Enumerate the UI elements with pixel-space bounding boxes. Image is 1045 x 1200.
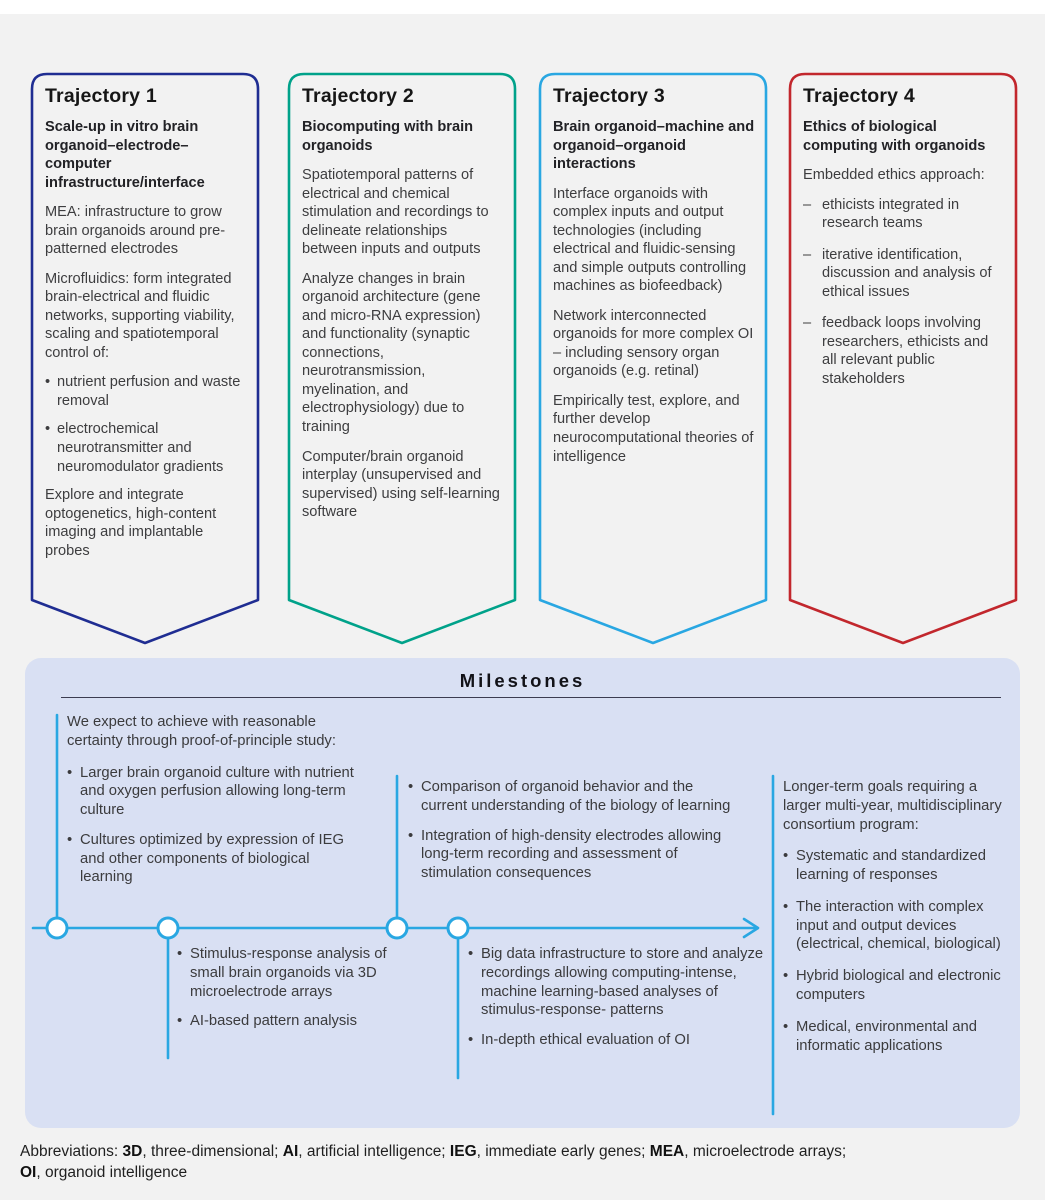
trajectory-1-paragraph: Explore and integrate optogenetics, high-content imaging and implantable probes [45,487,217,559]
milestone-bullet: • The interaction with complex input and output devices (electrical, chemical, biological) [783,898,1005,954]
milestone-block-longer-term-goals [783,778,1005,1068]
milestone-bullet: • Big data infrastructure to store and analyze recordings allowing computing-intense, machine learning-based analyses of stimulus-response- patterns [468,945,768,1020]
abbreviation-term: AI [282,1143,299,1160]
abbreviation-term: IEG [449,1143,477,1160]
abbreviation-term: 3D [122,1143,143,1160]
milestone-block-proof-of-principle [67,713,363,898]
milestone-bullet: • Comparison of organoid behavior and the current understanding of the biology of learning [408,778,738,816]
trajectory-3-subtitle: Brain organoid–machine and organoid–organoid interactions [553,119,755,173]
abbreviation-term: OI [20,1164,37,1182]
milestone-bullet: • AI-based pattern analysis [177,1012,391,1031]
timeline-node-2 [158,918,178,938]
trajectory-4-title: Trajectory 4 [803,85,915,107]
trajectory-3-title: Trajectory 3 [553,85,665,107]
abbreviations-label: Abbreviations: [20,1143,123,1160]
trajectory-4-dash-item: – feedback loops involving researchers, ethicists and all relevant public stakeholders [803,314,1005,388]
trajectory-1-title: Trajectory 1 [45,85,157,107]
trajectory-2-paragraph: Computer/brain organoid interplay (unsupervised and supervised) using self-learning software [302,448,500,521]
trajectory-3-panel [538,72,768,645]
trajectory-2-paragraph: Spatiotemporal patterns of electrical and chemical stimulation and recordings to delineate relationships between inputs and outputs [302,167,489,258]
trajectory-2-title: Trajectory 2 [302,85,414,107]
trajectory-1-paragraph: Microfluidics: form integrated brain-electrical and fluidic networks, supporting viability, scaling and spatiotemporal control of: [45,270,235,361]
milestone-bullet: • Integration of high-density electrodes allowing long-term recording and assessment of stimulation consequences [408,827,738,883]
milestone-intro: We expect to achieve with reasonable certainty through proof-of-principle study: [67,714,336,749]
milestone-bullet: • Cultures optimized by expression of IEG and other components of biological learning [67,831,363,887]
abbreviation-definition: , three-dimensional; [142,1143,283,1160]
abbreviations-footnote [20,1141,1028,1184]
trajectory-3-paragraph: Interface organoids with complex inputs and output technologies (including electrical and fluidic-sensing and simple outputs controlling machines as biofeedback) [553,185,747,295]
abbreviation-definition: , artificial intelligence; [298,1143,450,1160]
trajectory-2-subtitle: Biocomputing with brain organoids [302,119,474,154]
trajectory-4-dash-item: – iterative identification, discussion and analysis of ethical issues [803,246,1005,302]
milestone-intro: Longer-term goals requiring a larger multi-year, multidisciplinary consortium program: [783,779,1002,833]
milestone-block-organoid-behavior [408,778,738,894]
milestone-bullet: • Hybrid biological and electronic computers [783,967,1005,1005]
trajectory-4-paragraph: Embedded ethics approach: [803,167,985,184]
abbreviation-definition: , microelectrode arrays; [684,1143,847,1160]
trajectory-3-paragraph: Network interconnected organoids for more complex OI – including sensory organ organoids (e.g. retinal) [553,307,754,380]
milestones-section [25,658,1020,1128]
milestone-bullet: • Systematic and standardized learning of responses [783,847,1005,885]
trajectory-2-content [302,85,504,533]
milestone-block-big-data [468,945,768,1061]
milestone-bullet: • Stimulus-response analysis of small brain organoids via 3D microelectrode arrays [177,945,391,1001]
timeline-node-1 [47,918,67,938]
milestone-block-stimulus-response [177,945,391,1042]
abbreviation-definition: , organoid intelligence [36,1164,188,1182]
trajectory-1-bullet: • nutrient perfusion and waste removal [45,373,247,410]
trajectory-2-paragraph: Analyze changes in brain organoid architecture (gene and micro-RNA expression) and functionality (synaptic connections, neurotransmission, myelination, and electrophysiology) due to training [302,270,481,435]
timeline-node-4 [448,918,468,938]
timeline-node-3 [387,918,407,938]
trajectory-4-subtitle: Ethics of biological computing with organoids [803,119,986,154]
milestone-bullet: • Larger brain organoid culture with nutrient and oxygen perfusion allowing long-term culture [67,764,363,820]
top-margin-strip [0,0,1045,14]
trajectory-1-panel [30,72,260,645]
trajectory-1-content [45,85,247,571]
trajectory-3-content [553,85,755,477]
trajectory-1-bullet: • electrochemical neurotransmitter and neuromodulator gradients [45,420,247,476]
trajectory-1-paragraph: MEA: infrastructure to grow brain organoids around pre-patterned electrodes [45,204,226,258]
abbreviation-term: MEA [649,1143,685,1160]
abbreviation-definition: , immediate early genes; [476,1143,650,1160]
trajectory-4-dash-item: – ethicists integrated in research teams [803,196,1005,233]
milestone-bullet: • Medical, environmental and informatic applications [783,1018,1005,1056]
trajectory-1-subtitle: Scale-up in vitro brain organoid–electrode–computer infrastructure/interface [45,119,205,191]
trajectory-4-content [803,85,1005,401]
trajectory-3-paragraph: Empirically test, explore, and further develop neurocomputational theories of intelligence [553,392,754,465]
trajectory-2-panel [287,72,517,645]
trajectory-4-panel [788,72,1018,645]
milestones-title: Milestones [459,670,586,691]
milestone-bullet: • In-depth ethical evaluation of OI [468,1031,768,1050]
